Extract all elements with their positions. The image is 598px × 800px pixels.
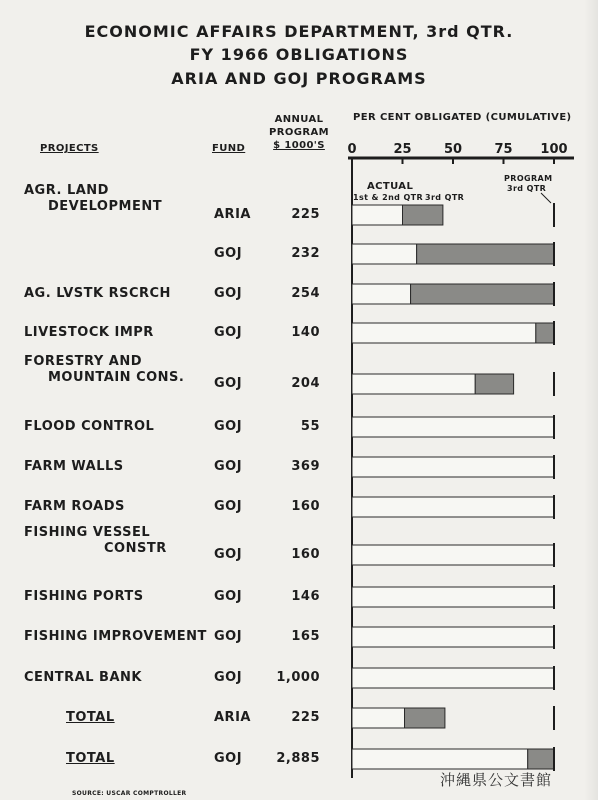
- fund-label-row-3: GOJ: [214, 325, 243, 340]
- project-label-row-0-line-0: AGR. LAND: [24, 183, 109, 198]
- program-amount-row-5: 55: [300, 419, 320, 434]
- fund-label-row-12: ARIA: [214, 710, 251, 725]
- legend-first-second-qtr: 1st & 2nd QTR: [353, 193, 424, 202]
- project-label-row-0-line-1: DEVELOPMENT: [48, 199, 163, 214]
- bar-actual-1st-2nd-row-13: [352, 749, 528, 769]
- program-amount-row-4: 204: [291, 376, 320, 391]
- fund-label-row-2: GOJ: [214, 286, 243, 301]
- bar-actual-1st-2nd-row-1: [352, 244, 417, 264]
- fund-label-row-10: GOJ: [214, 629, 243, 644]
- percent-axis-header: PER CENT OBLIGATED (CUMULATIVE): [353, 112, 572, 123]
- project-label-row-4-line-1: MOUNTAIN CONS.: [48, 370, 185, 385]
- bar-actual-1st-2nd-row-6: [352, 457, 554, 477]
- bar-actual-1st-2nd-row-8: [352, 545, 554, 565]
- project-label-row-8-line-1: CONSTR: [104, 541, 167, 556]
- program-amount-row-12: 225: [291, 710, 320, 725]
- fund-label-row-0: ARIA: [214, 207, 251, 222]
- project-label-row-11-line-0: CENTRAL BANK: [24, 670, 142, 685]
- program-amount-row-6: 369: [291, 459, 320, 474]
- bar-actual-1st-2nd-row-11: [352, 668, 554, 688]
- bar-actual-3rd-row-0: [403, 205, 443, 225]
- program-amount-row-1: 232: [291, 246, 320, 261]
- program-amount-row-7: 160: [291, 499, 320, 514]
- bar-actual-3rd-row-3: [536, 323, 554, 343]
- project-label-row-8-line-0: FISHING VESSEL: [24, 525, 151, 540]
- project-label-row-12-line-0: TOTAL: [66, 710, 115, 725]
- project-label-row-3-line-0: LIVESTOCK IMPR: [24, 325, 154, 340]
- legend-program-line-1: PROGRAM: [504, 174, 553, 183]
- fund-label-row-11: GOJ: [214, 670, 243, 685]
- project-label-row-7-line-0: FARM ROADS: [24, 499, 125, 514]
- x-tick-label-0: 0: [347, 142, 357, 157]
- projects-header: PROJECTS: [40, 143, 99, 154]
- project-label-row-9-line-0: FISHING PORTS: [24, 589, 144, 604]
- x-tick-label-100: 100: [540, 142, 568, 157]
- bar-actual-3rd-row-13: [528, 749, 554, 769]
- fund-label-row-9: GOJ: [214, 589, 243, 604]
- bar-actual-1st-2nd-row-3: [352, 323, 536, 343]
- program-amount-row-2: 254: [291, 286, 320, 301]
- x-tick-label-50: 50: [443, 142, 463, 157]
- program-header-line-3: $ 1000'S: [273, 140, 325, 151]
- bar-actual-3rd-row-12: [405, 708, 445, 728]
- x-tick-label-25: 25: [393, 142, 412, 157]
- fund-label-row-7: GOJ: [214, 499, 243, 514]
- project-label-row-2-line-0: AG. LVSTK RSCRCH: [24, 286, 171, 301]
- bar-actual-3rd-row-2: [411, 284, 554, 304]
- project-label-row-13-line-0: TOTAL: [66, 751, 115, 766]
- chart-title-line-3: ARIA AND GOJ PROGRAMS: [171, 69, 427, 88]
- legend-actual: ACTUAL: [367, 181, 414, 192]
- bar-actual-1st-2nd-row-4: [352, 374, 475, 394]
- bar-actual-1st-2nd-row-2: [352, 284, 411, 304]
- project-label-row-10-line-0: FISHING IMPROVEMENT: [24, 629, 207, 644]
- chart-title-line-1: ECONOMIC AFFAIRS DEPARTMENT, 3rd QTR.: [84, 22, 514, 41]
- bar-actual-3rd-row-4: [475, 374, 513, 394]
- bar-actual-3rd-row-1: [417, 244, 554, 264]
- program-header-line-1: ANNUAL: [274, 114, 324, 125]
- program-amount-row-3: 140: [291, 325, 320, 340]
- bar-actual-1st-2nd-row-5: [352, 417, 554, 437]
- program-amount-row-0: 225: [291, 207, 320, 222]
- fund-label-row-1: GOJ: [214, 246, 243, 261]
- chart-title-line-2: FY 1966 OBLIGATIONS: [189, 45, 409, 64]
- legend-program-leader: [541, 193, 551, 203]
- bar-actual-1st-2nd-row-12: [352, 708, 405, 728]
- source-note: SOURCE: USCAR COMPTROLLER: [72, 790, 187, 797]
- program-amount-row-13: 2,885: [276, 751, 320, 766]
- program-header-line-2: PROGRAM: [269, 127, 329, 138]
- bar-actual-1st-2nd-row-7: [352, 497, 554, 517]
- x-tick-label-75: 75: [494, 142, 513, 157]
- program-amount-row-10: 165: [291, 629, 320, 644]
- legend-program-line-2: 3rd QTR: [507, 184, 547, 193]
- fund-header: FUND: [212, 143, 246, 154]
- project-label-row-5-line-0: FLOOD CONTROL: [24, 419, 155, 434]
- program-amount-row-9: 146: [291, 589, 320, 604]
- project-label-row-6-line-0: FARM WALLS: [24, 459, 124, 474]
- legend-third-qtr: 3rd QTR: [425, 193, 465, 202]
- program-amount-row-11: 1,000: [276, 670, 320, 685]
- fund-label-row-8: GOJ: [214, 547, 243, 562]
- bar-actual-1st-2nd-row-10: [352, 627, 554, 647]
- bar-actual-1st-2nd-row-0: [352, 205, 403, 225]
- project-label-row-4-line-0: FORESTRY AND: [24, 354, 143, 369]
- archive-stamp: 沖縄県公文書館: [440, 771, 553, 789]
- page-edge-shadow: [584, 0, 598, 800]
- fund-label-row-6: GOJ: [214, 459, 243, 474]
- bar-actual-1st-2nd-row-9: [352, 587, 554, 607]
- fund-label-row-4: GOJ: [214, 376, 243, 391]
- fund-label-row-13: GOJ: [214, 751, 243, 766]
- fund-label-row-5: GOJ: [214, 419, 243, 434]
- program-amount-row-8: 160: [291, 547, 320, 562]
